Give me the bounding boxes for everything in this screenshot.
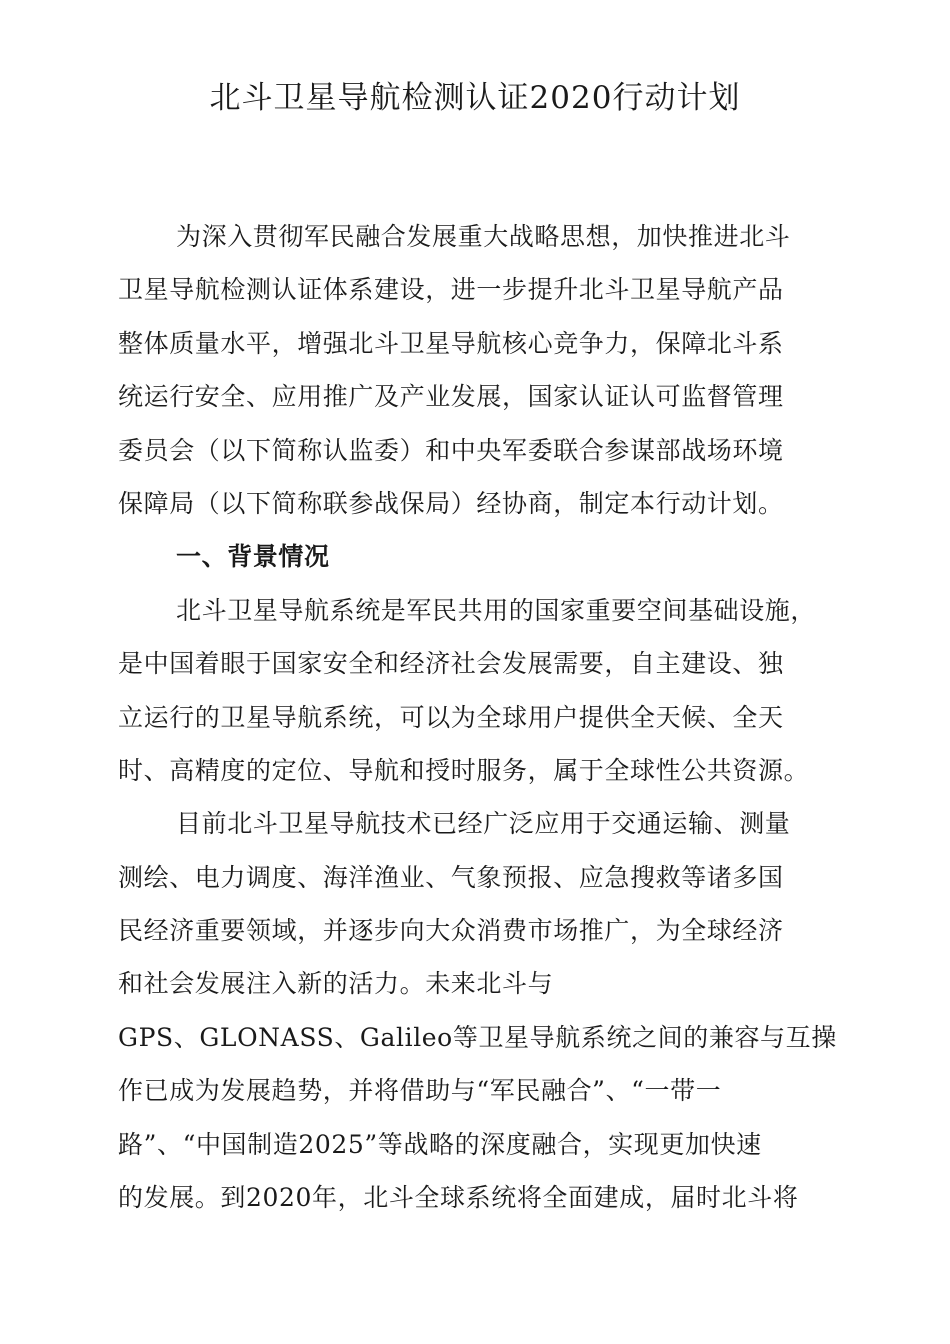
paragraph-line: 的发展。到2020年，北斗全球系统将全面建成，届时北斗将 bbox=[118, 1183, 799, 1213]
paragraph-line: 统运行安全、应用推广及产业发展，国家认证认可监督管理 bbox=[118, 382, 784, 412]
paragraph-line: 测绘、电力调度、海洋渔业、气象预报、应急搜救等诸多国 bbox=[118, 862, 784, 892]
paragraph-line: 目前北斗卫星导航技术已经广泛应用于交通运输、测量 bbox=[176, 809, 791, 839]
document-body bbox=[118, 210, 838, 1224]
paragraph-line: GPS、GLONASS、Galileo等卫星导航系统之间的兼容与互操 bbox=[118, 1022, 837, 1052]
paragraph-line: 路”、“中国制造2025”等战略的深度融合，实现更加快速 bbox=[118, 1129, 762, 1159]
document-title: 北斗卫星导航检测认证2020行动计划 bbox=[209, 80, 741, 116]
paragraph-line: 为深入贯彻军民融合发展重大战略思想，加快推进北斗 bbox=[176, 222, 791, 251]
paragraph-line: 时、高精度的定位、导航和授时服务，属于全球性公共资源。 bbox=[118, 755, 810, 785]
paragraph-line: 作已成为发展趋势，并将借助与“军民融合”、“一带一 bbox=[118, 1076, 722, 1106]
paragraph-line: 卫星导航检测认证体系建设，进一步提升北斗卫星导航产品 bbox=[118, 275, 784, 305]
paragraph-line: 委员会（以下简称认监委）和中央军委联合参谋部战场环境 bbox=[118, 435, 784, 465]
paragraph-line: 是中国着眼于国家安全和经济社会发展需要，自主建设、独 bbox=[118, 649, 784, 679]
paragraph-line: 立运行的卫星导航系统，可以为全球用户提供全天候、全天 bbox=[118, 702, 784, 732]
section-heading: 一、背景情况 bbox=[176, 542, 330, 572]
paragraph-line: 整体质量水平，增强北斗卫星导航核心竞争力，保障北斗系 bbox=[118, 328, 784, 358]
paragraph-line: 和社会发展注入新的活力。未来北斗与 bbox=[118, 969, 554, 999]
paragraph-line: 保障局（以下简称联参战保局）经协商，制定本行动计划。 bbox=[118, 488, 784, 518]
paragraph-line: 北斗卫星导航系统是军民共用的国家重要空间基础设施， bbox=[176, 595, 817, 625]
paragraph-line: 民经济重要领域，并逐步向大众消费市场推广，为全球经济 bbox=[118, 916, 784, 946]
